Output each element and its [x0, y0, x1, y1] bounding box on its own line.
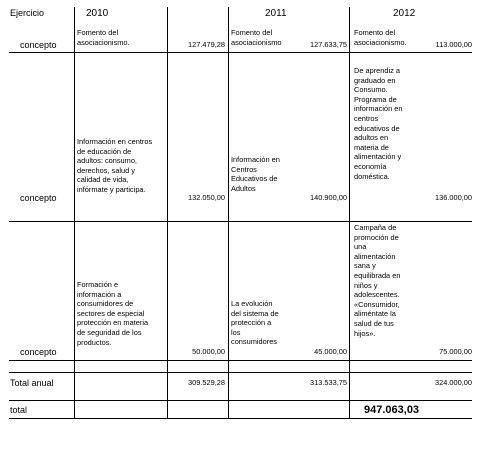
total-value: 947.063,03 [364, 404, 420, 416]
row2-value-2010: 132.050,00 [188, 193, 225, 202]
header-year-2012: 2012 [393, 8, 416, 19]
col-divider-2010 [74, 7, 75, 418]
row3-desc-2011: La evolución del sistema de protección a los consumidores [231, 299, 279, 347]
row-label: concepto [20, 193, 57, 203]
col-divider-2011 [228, 7, 229, 418]
row2-desc-2012: De aprendiz a graduado en Consumo. Programa de información en centros educativos de adultos en materia de alimentación y economía doméstica. [354, 66, 403, 181]
row1-value-2012: 113.000,00 [435, 40, 472, 49]
total-anual-2010: 309.529,28 [188, 378, 225, 387]
row3-desc-2010: Formación e información a consumidores de sectores de especial protección en materia de seguridad de los productos. [77, 280, 149, 347]
row2-desc-2010: Información en centros de educación de adultos: consumo, derechos, salud y calidad de vida, infórmate y participa. [77, 137, 153, 194]
total-bottom-line [9, 418, 472, 419]
header-bottom-line [9, 52, 472, 53]
row1-bottom-line [9, 221, 472, 222]
row1-value-2011: 127.633,75 [310, 40, 347, 49]
total-anual-bottom-line [9, 400, 472, 401]
row2-value-2011: 140.900,00 [310, 193, 347, 202]
row3-desc-2012: Campaña de promoción de una alimentación sana y equilibrada en niños y adolescentes. «Consumidor, aliméntate la salud de tus hijos». [354, 223, 401, 338]
total-label: total [10, 405, 28, 415]
total-anual-label: Total anual [10, 378, 54, 388]
row1-desc-2010: Fomento del asociacionismo. [77, 28, 130, 47]
row-label: concepto [20, 347, 57, 357]
header-ejercicio: Ejercicio [10, 8, 45, 18]
row1-desc-2011: Fomento del asociacionismo [231, 28, 282, 47]
row3-value-2010: 50.000,00 [192, 347, 225, 356]
total-anual-2011: 313.533,75 [310, 378, 347, 387]
row3-value-2011: 45.000,00 [314, 347, 347, 356]
row2-value-2012: 136.000,00 [435, 193, 472, 202]
total-anual-2012: 324.000,00 [435, 378, 472, 387]
col-divider-v2011 [349, 7, 350, 418]
row-label: concepto [20, 40, 57, 50]
total-anual-top-line [9, 372, 472, 373]
header-year-2011: 2011 [265, 8, 287, 19]
row1-desc-2012: Fomento del asociacionismo. [354, 28, 407, 47]
row1-value-2010: 127.479,28 [188, 40, 225, 49]
row3-value-2012: 75.000,00 [439, 347, 472, 356]
row2-bottom-line [9, 360, 472, 361]
header-year-2010: 2010 [86, 8, 109, 19]
row2-desc-2011: Información en Centros Educativos de Adultos [231, 155, 280, 193]
col-divider-v2010 [167, 7, 168, 418]
